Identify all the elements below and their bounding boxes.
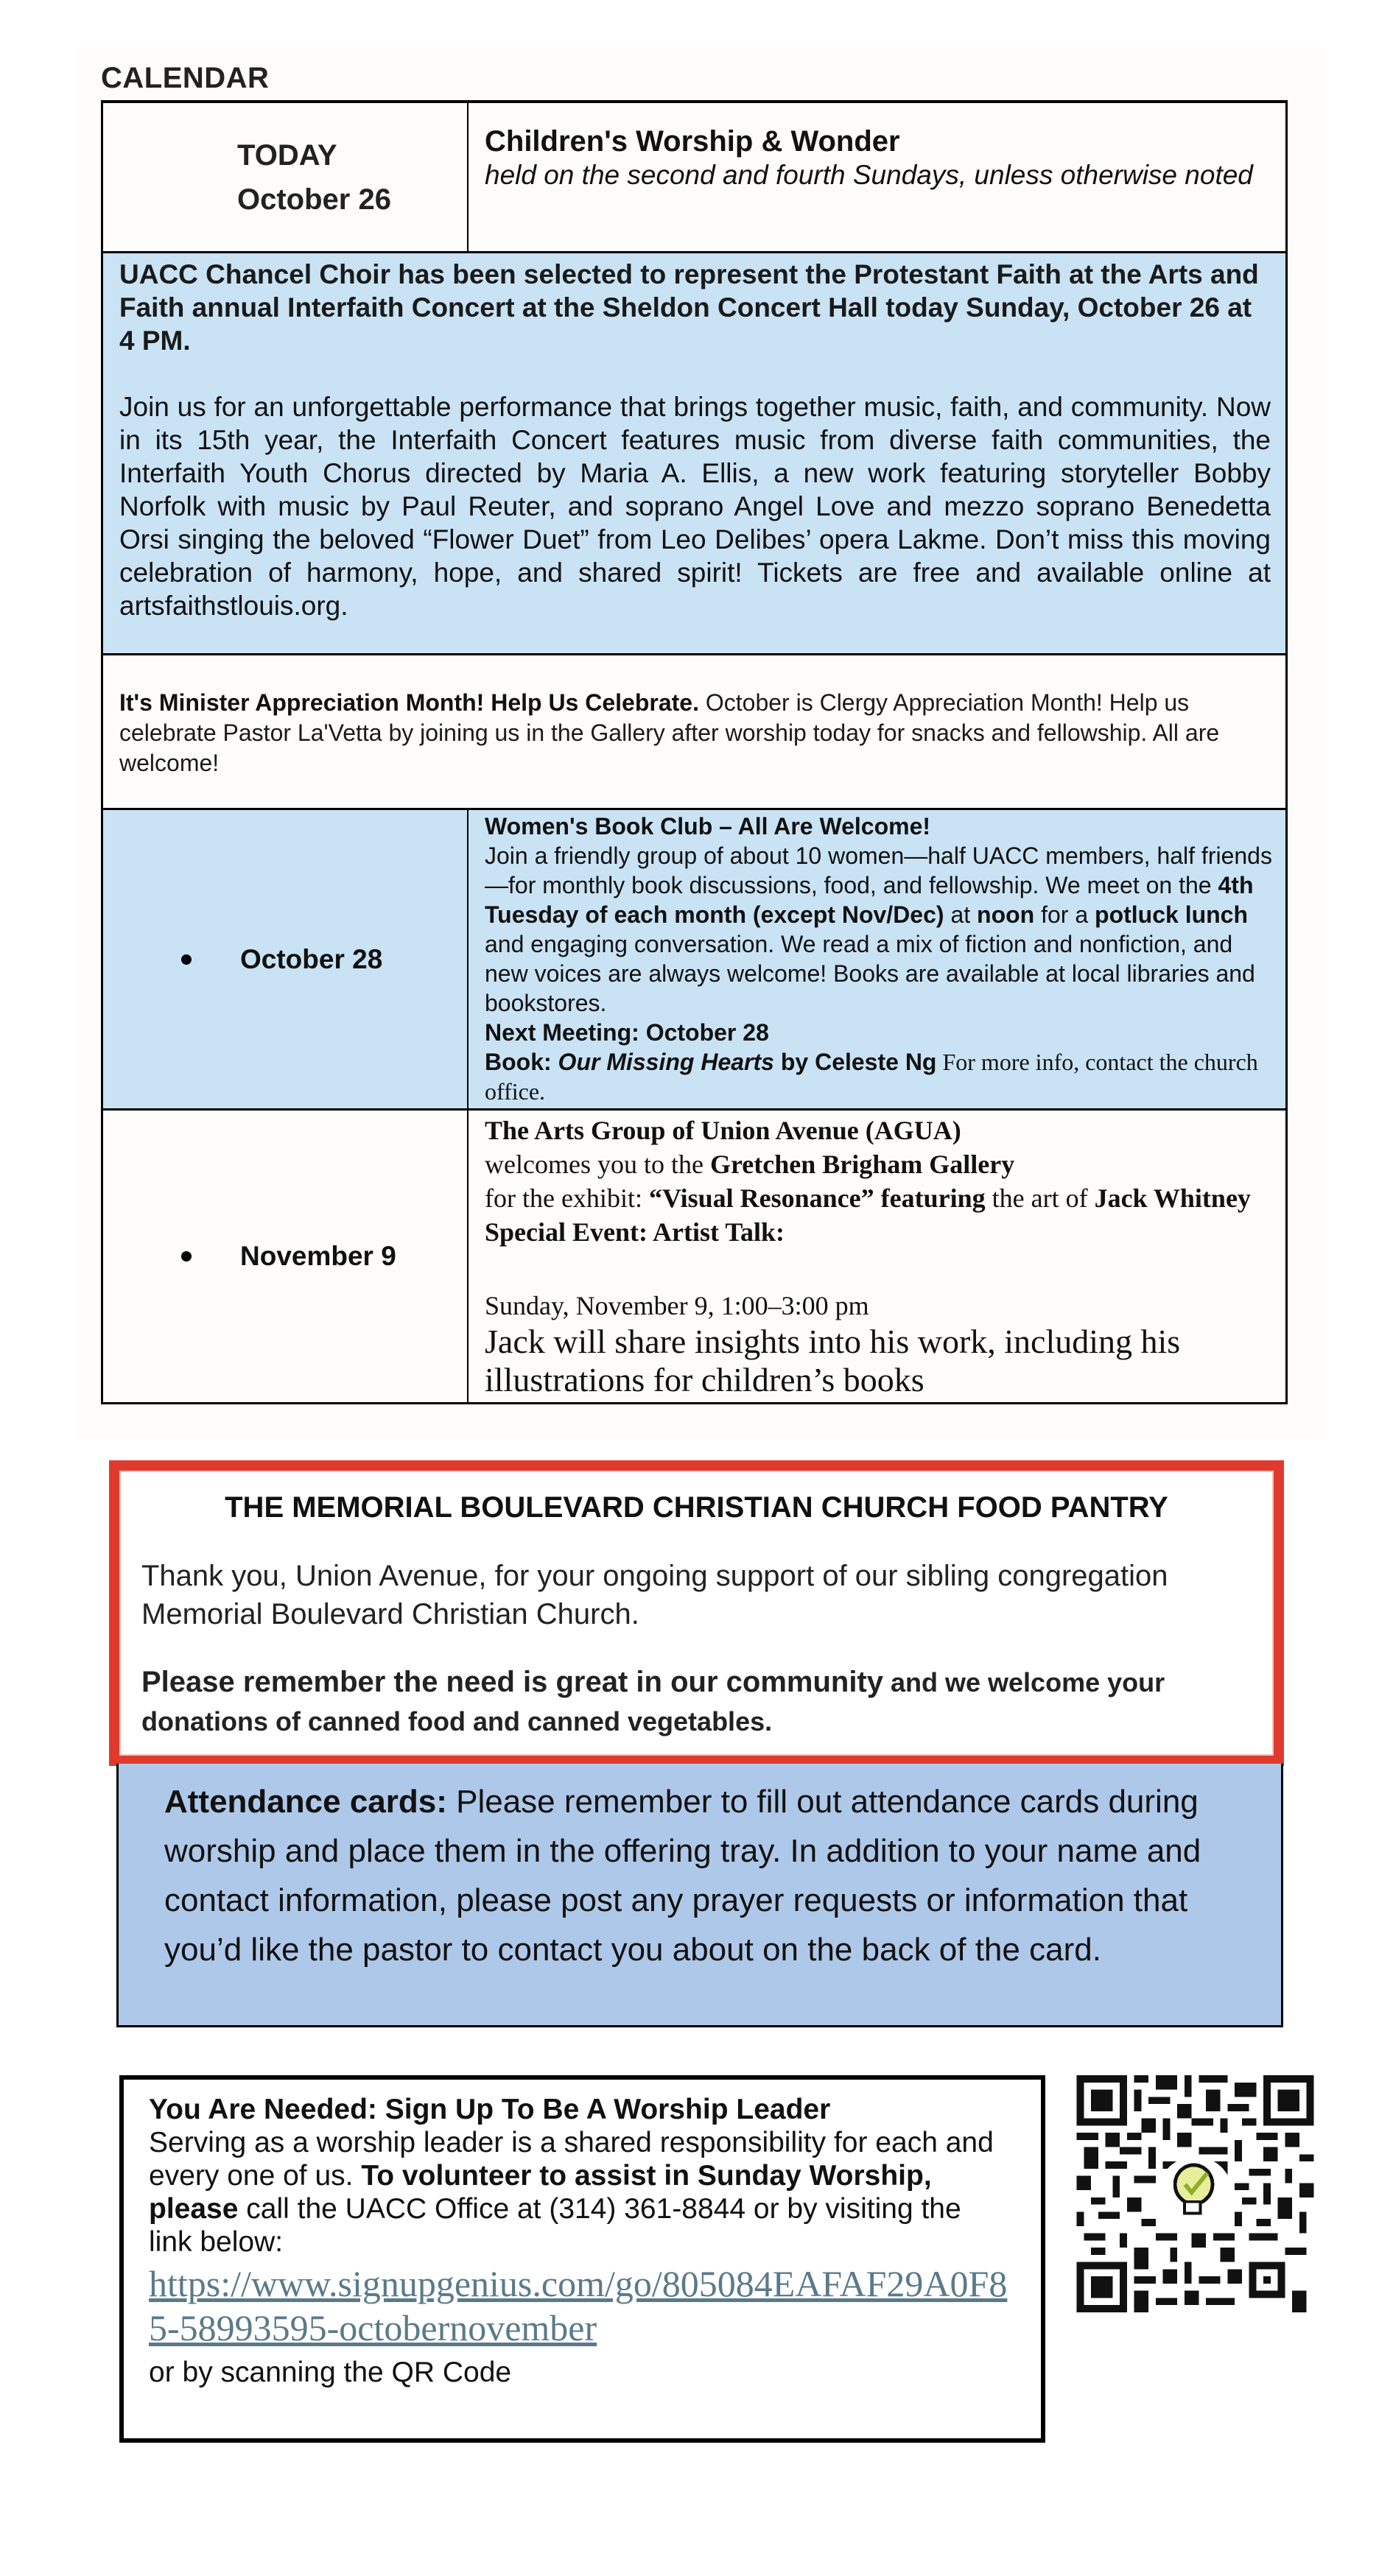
agua-date: November 9	[240, 1241, 396, 1271]
concert-body: Join us for an unforgettable performance that brings together music, faith, and community. Now in its 15th year, the Interfaith Concert features music from diverse faith communities, the Interfaith Youth Chorus directed by Maria A. Ellis, a new work featuring storyteller Bobby Norfolk with music by Paul Reuter, and soprano Angel Love and mezzo soprano Benedetta Orsi singing the beloved “Flower Duet” from Leo Delibes’ opera Lakme. Don’t miss this moving celebration of harmony, hope, and shared spirit! Tickets are free and available online at artsfaithstlouis.org.	[119, 392, 1271, 621]
signup-link[interactable]: https://www.signupgenius.com/go/805084EAFAF29A0F85-58993595-octobernovember	[149, 2263, 1008, 2348]
book-club-title: Women's Book Club – All Are Welcome!	[485, 813, 931, 840]
agua-cell	[469, 1111, 1285, 1402]
calendar-table	[101, 100, 1288, 1404]
calendar-row-agua	[103, 1111, 1285, 1402]
event-subtitle: held on the second and fourth Sundays, unless otherwise noted	[485, 160, 1253, 190]
calendar-heading: CALENDAR	[101, 62, 270, 94]
calendar-row-book-club	[103, 810, 1285, 1111]
minister-body: October is Clergy Appreciation Month! Help us celebrate Pastor La'Vetta by joining us in the Gallery after worship today for snacks and fellowship. All are welcome!	[119, 689, 1220, 776]
attendance-label: Attendance cards:	[164, 1784, 447, 1820]
today-date-cell	[103, 103, 469, 251]
agua-title: The Arts Group of Union Avenue (AGUA)	[485, 1116, 961, 1145]
agua-date-cell	[103, 1111, 469, 1402]
pantry-need: Please remember the need is great in our community and we welcome your donations of canned food and canned vegetables.	[141, 1666, 1165, 1736]
food-pantry-box	[110, 1462, 1282, 1764]
book-club-date-cell	[103, 810, 469, 1108]
calendar-row-concert	[103, 253, 1285, 655]
bullet-icon	[181, 954, 192, 965]
agua-when: Sunday, November 9, 1:00–3:00 pm	[485, 1291, 869, 1320]
calendar-row-minister	[103, 655, 1285, 810]
qr-code	[1076, 2075, 1315, 2312]
book-club-date: October 28	[240, 943, 383, 974]
volunteer-tail: or by scanning the QR Code	[149, 2357, 512, 2388]
worship-leader-box	[119, 2075, 1045, 2443]
volunteer-title: You Are Needed: Sign Up To Be A Worship Leader	[149, 2094, 831, 2125]
today-date: October 26	[237, 183, 391, 216]
event-title: Children's Worship & Wonder	[485, 125, 900, 158]
concert-lead: UACC Chancel Choir has been selected to represent the Protestant Faith at the Arts and Faith annual Interfaith Concert at the Sheldon Concert Hall today Sunday, October 26 at 4 PM.	[119, 259, 1259, 356]
volunteer-body: Serving as a worship leader is a shared responsibility for each and every one of us. To volunteer to assist in Sunday Worship, please call the UACC Office at (314) 361-8844 or by visiting the link below:	[149, 2127, 994, 2258]
today-label: TODAY	[237, 138, 337, 172]
book-club-next-meeting: Next Meeting: October 28	[485, 1019, 769, 1046]
book-club-book: Book: Our Missing Hearts by Celeste Ng For more info, contact the church office.	[485, 1049, 1258, 1105]
agua-talk: Jack will share insights into his work, including his illustrations for children’s books	[485, 1323, 1181, 1398]
agua-welcome: welcomes you to the Gretchen Brigham Gallery	[485, 1150, 1015, 1179]
bullet-icon	[181, 1251, 192, 1261]
book-club-cell	[469, 810, 1285, 1108]
book-club-description: Join a friendly group of about 10 women—half UACC members, half friends—for monthly book discussions, food, and fellowship. We meet on the 4th Tuesday of each month (except Nov/Dec) at noon for a potluck lunch and engaging conversation. We read a mix of fiction and nonfiction, and new voices are always welcome! Books are available at local libraries and bookstores.	[485, 842, 1272, 1016]
agua-exhibit: for the exhibit: “Visual Resonance” featuring the art of Jack Whitney Special Event: Artist Talk:	[485, 1183, 1251, 1247]
attendance-body: Please remember to fill out attendance cards during worship and place them in the offering tray. In addition to your name and contact information, please post any prayer requests or information that you’d like the pastor to contact you about on the back of the card.	[164, 1784, 1201, 1968]
pantry-thanks: Thank you, Union Avenue, for your ongoing support of our sibling congregation Memorial Boulevard Christian Church.	[141, 1560, 1168, 1630]
attendance-cards-box	[116, 1764, 1283, 2027]
calendar-row-today	[103, 103, 1285, 253]
minister-title: It's Minister Appreciation Month! Help Us Celebrate.	[119, 689, 699, 716]
today-event-cell	[469, 103, 1285, 251]
pantry-title: THE MEMORIAL BOULEVARD CHRISTIAN CHURCH FOOD PANTRY	[225, 1491, 1168, 1524]
